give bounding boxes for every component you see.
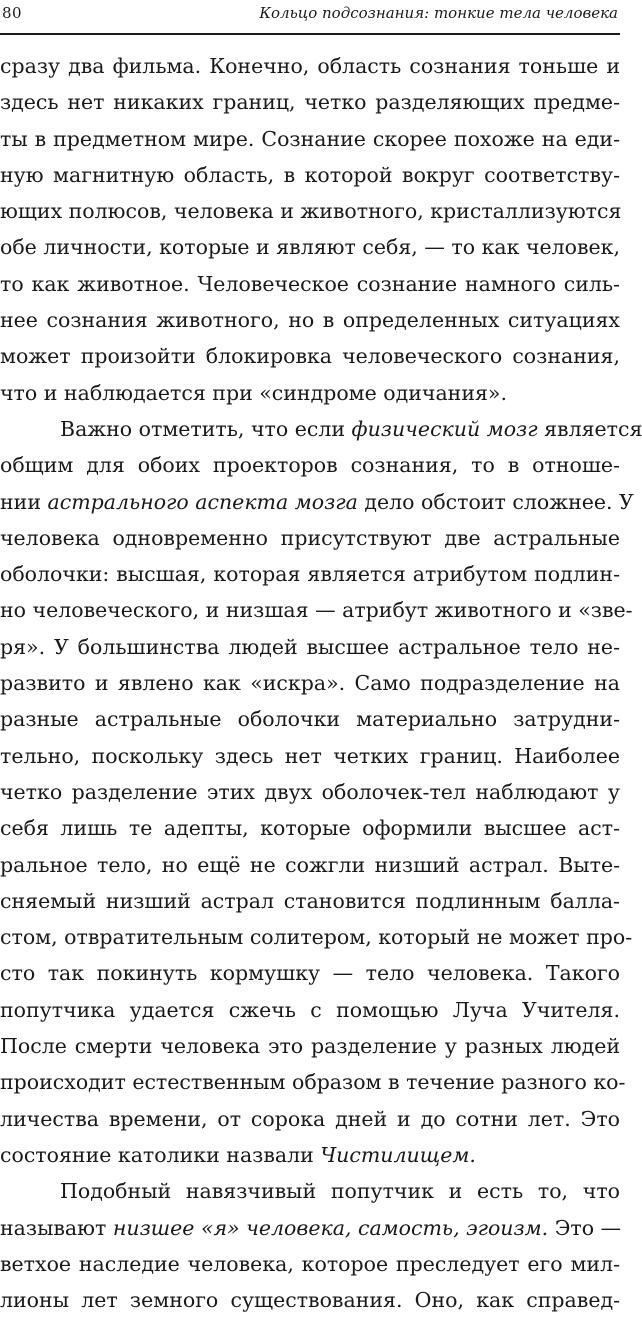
- text-line: [0, 1064, 626, 1100]
- text-line: [0, 1101, 620, 1137]
- text-run: личества времени, от сорока дней и до сотни лет. Это: [0, 1106, 620, 1131]
- text-line: [0, 629, 620, 665]
- text-line: [0, 520, 620, 556]
- text-run: Подобный навязчивый попутчик и есть то, что: [60, 1179, 620, 1204]
- text-run: происходит естественным образом в течение разного ко-: [0, 1070, 626, 1095]
- italic-text: астрального аспекта мозга: [47, 489, 358, 514]
- text-line: [0, 847, 620, 883]
- text-line: [0, 48, 620, 84]
- text-line: [0, 447, 620, 483]
- text-line: [0, 738, 620, 774]
- text-run: ющих полюсов, человека и животного, кристаллизуются: [0, 199, 622, 224]
- text-run: является: [537, 416, 642, 441]
- text-run: что и наблюдается при «синдроме одичания».: [0, 380, 507, 405]
- text-run: сто так покинуть кормушку — тело человека. Такого: [0, 961, 620, 986]
- text-run: называют: [0, 1215, 113, 1240]
- page-number: 80: [2, 4, 23, 22]
- text-run: тельно, поскольку здесь нет четких границ. Наиболее: [0, 743, 620, 768]
- text-run: ральное тело, но ещё не сожгли низший астрал. Выте-: [0, 852, 620, 877]
- text-run: нии: [0, 489, 48, 514]
- text-run: После смерти человека это разделение у разных людей: [0, 1034, 620, 1059]
- text-run: может произойти блокировка человеческого сознания,: [0, 344, 620, 369]
- text-line: [0, 1173, 620, 1209]
- text-run: стом, отвратительным солитером, который не может про-: [0, 925, 633, 950]
- text-run: но человеческого, и низшая — атрибут животного и «зве-: [0, 598, 633, 623]
- text-line: [0, 1282, 620, 1318]
- text-line: [0, 375, 620, 411]
- text-run: сняемый низший астрал становится подлинным балла-: [0, 888, 620, 913]
- text-line: [0, 121, 620, 157]
- text-line: [0, 992, 620, 1028]
- text-run: ветхое наследие человека, которое преследует его мил-: [0, 1251, 620, 1276]
- text-line: [0, 955, 620, 991]
- text-line: [0, 701, 620, 737]
- text-line: [0, 883, 620, 919]
- text-run: четко разделение этих двух оболочек-тел наблюдают у: [0, 779, 620, 804]
- text-line: [0, 193, 620, 229]
- text-run: Это —: [548, 1215, 622, 1240]
- text-run: дело обстоит сложнее. У: [357, 489, 634, 514]
- text-run: общим для обоих проекторов сознания, то в отноше-: [0, 453, 620, 478]
- text-line: [0, 411, 642, 447]
- text-run: разные астральные оболочки материально затрудни-: [0, 707, 620, 732]
- text-line: [0, 84, 620, 120]
- text-line: [0, 774, 620, 810]
- text-line: [0, 810, 620, 846]
- text-line: [0, 1137, 620, 1173]
- header-rule: [0, 33, 620, 35]
- text-run: ря». У большинства людей высшее астральное тело не-: [0, 634, 620, 659]
- text-run: нее сознания животного, но в определенных ситуациях: [0, 308, 620, 333]
- text-line: [0, 338, 620, 374]
- text-run: ты в предметном мире. Сознание скорее похоже на еди-: [0, 126, 620, 151]
- text-run: ную магнитную область, в которой вокруг соответству-: [0, 162, 620, 187]
- text-run: обе личности, которые и являют себя, — то как человек,: [0, 235, 620, 260]
- text-line: [0, 229, 620, 265]
- text-line: [0, 919, 633, 955]
- text-run: то как животное. Человеческое сознание намного силь-: [0, 271, 620, 296]
- italic-text: Чистилищем.: [320, 1142, 476, 1167]
- text-run: сразу два фильма. Конечно, область сознания тоньше и: [0, 54, 620, 78]
- text-run: лионы лет земного существования. Оно, как справед-: [0, 1288, 620, 1313]
- text-line: [0, 665, 620, 701]
- text-line: [0, 556, 620, 592]
- text-run: развито и явлено как «искра». Само подразделение на: [0, 671, 620, 696]
- italic-text: низшее «я» человека, самость, эгоизм.: [112, 1215, 549, 1240]
- text-run: здесь нет никаких границ, четко разделяющих предме-: [0, 90, 620, 115]
- running-title: Кольцо подсознания: тонкие тела человека: [259, 4, 618, 22]
- text-line: [0, 1028, 620, 1064]
- text-run: человека одновременно присутствуют две астральные: [0, 525, 620, 550]
- text-run: состояние католики назвали: [0, 1142, 321, 1167]
- text-run: Важно отметить, что если: [60, 416, 352, 441]
- text-run: попутчика удается сжечь с помощью Луча Учителя.: [0, 997, 620, 1022]
- text-line: [0, 484, 634, 520]
- text-line: [0, 1246, 620, 1282]
- body-text: [0, 48, 642, 1318]
- text-run: оболочки: высшая, которая является атрибутом подлин-: [0, 562, 620, 587]
- italic-text: физический мозг: [351, 416, 538, 441]
- text-line: [0, 266, 620, 302]
- text-line: [0, 157, 620, 193]
- text-line: [0, 592, 633, 628]
- text-line: [0, 302, 620, 338]
- text-run: себя лишь те адепты, которые оформили высшее аст-: [0, 816, 620, 841]
- text-line: [0, 1210, 620, 1246]
- page-header: [0, 0, 620, 34]
